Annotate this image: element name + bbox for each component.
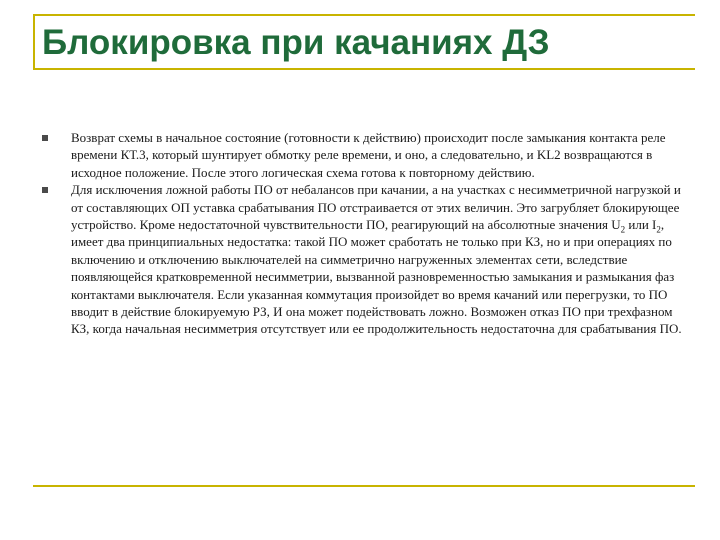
slide-title: Блокировка при качаниях ДЗ (42, 23, 550, 62)
subscript-i2: 2 (656, 224, 661, 235)
square-bullet-icon (42, 187, 48, 193)
list-item (42, 181, 682, 338)
frame-left-line (33, 14, 35, 70)
subscript-u2: 2 (620, 224, 626, 235)
square-bullet-icon (42, 135, 48, 141)
bullet-text-part-1: Для исключения ложной работы ПО от небалансов при качании, а на участках с несимметричной нагрузкой и от составляющих ОП уставка срабатывания ПО отстраивается от этих величин. Это загрубляет блокирующее устройство. Кроме недостаточной чувствительности ПО, реагирующий на абсолютные значения U (71, 182, 681, 233)
title-underline (33, 68, 695, 70)
bullet-text-mid: или I (625, 217, 657, 233)
bullet-text: Возврат схемы в начальное состояние (готовности к действию) происходит после замыкания контакта реле времени КТ.3, который шунтирует обмотку реле времени, и оно, а следовательно, и KL2 возвращаются в исходное положение. После этого логическая схема готова к повторному действию. (71, 130, 666, 180)
bullet-text-part-2: , имеет два принципиальных недостатка: такой ПО может сработать не только при КЗ, но и при операциях по включению и отключению выключателей на симметрично нагруженных элементах сети, вследствие появляющейся кратковременной несимметрии, вызванной разновременностью замыкания и размыкания фаз контактами выключателя. Если указанная коммутация произойдет во время качаний или перегрузки, то ПО вводит в действие блокируемую РЗ, И она может подействовать ложно. Возможен отказ ПО при трехфазном КЗ, когда начальная несимметрия отсутствует или ее продолжительность недостаточна для срабатывания ПО. (71, 217, 682, 337)
footer-line (33, 485, 695, 487)
frame-top-line (33, 14, 695, 16)
bullet-list (42, 129, 682, 338)
list-item (42, 129, 682, 181)
